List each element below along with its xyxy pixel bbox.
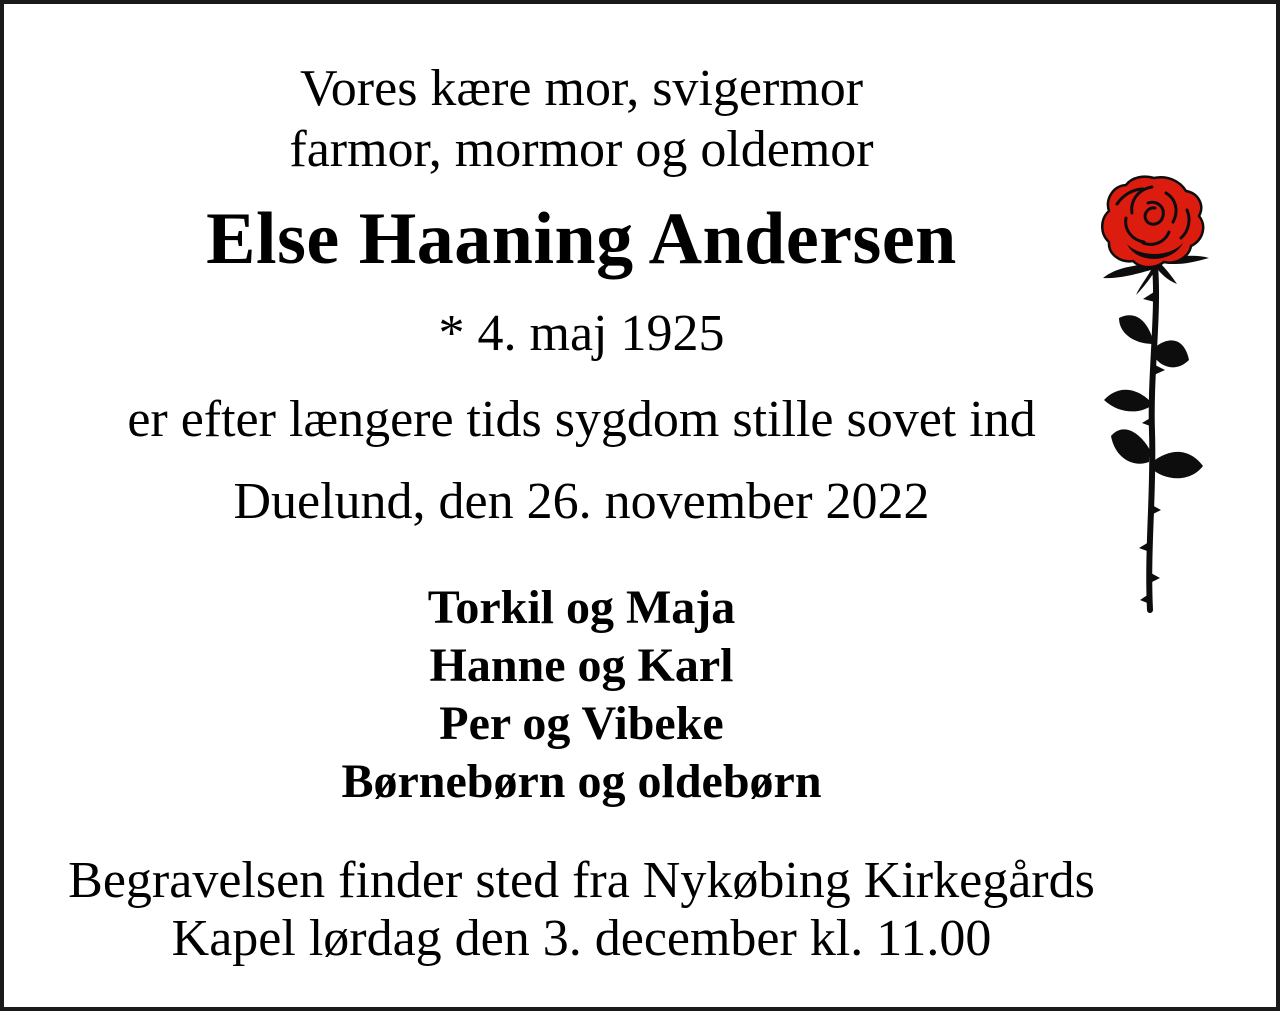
- place-and-date: Duelund, den 26. november 2022: [233, 473, 930, 530]
- announcement-text: [4, 4, 1159, 968]
- intro-line-2: farmor, mormor og oldemor: [289, 121, 874, 178]
- family-signatures: [4, 579, 1159, 811]
- family-line-2: Hanne og Karl: [429, 639, 734, 692]
- funeral-line-2: Kapel lørdag den 3. december kl. 11.00: [171, 910, 992, 967]
- family-line-4: Børnebørn og oldebørn: [341, 755, 822, 808]
- birth-date: * 4. maj 1925: [438, 305, 725, 362]
- death-statement: er efter længere tids sygdom stille sovet ind: [127, 391, 1036, 448]
- family-line-3: Per og Vibeke: [439, 697, 724, 750]
- intro-line-1: Vores kære mor, svigermor: [299, 60, 864, 117]
- rose-icon: [1097, 174, 1215, 619]
- intro-lines: [4, 58, 1159, 180]
- funeral-details: [4, 852, 1159, 968]
- deceased-name: Else Haaning Andersen: [206, 198, 957, 280]
- family-line-1: Torkil og Maja: [427, 581, 736, 634]
- rose-bloom: [1102, 177, 1203, 267]
- rose-stem: [1149, 266, 1156, 610]
- funeral-line-1: Begravelsen finder sted fra Nykøbing Kirkegårds: [68, 852, 1095, 909]
